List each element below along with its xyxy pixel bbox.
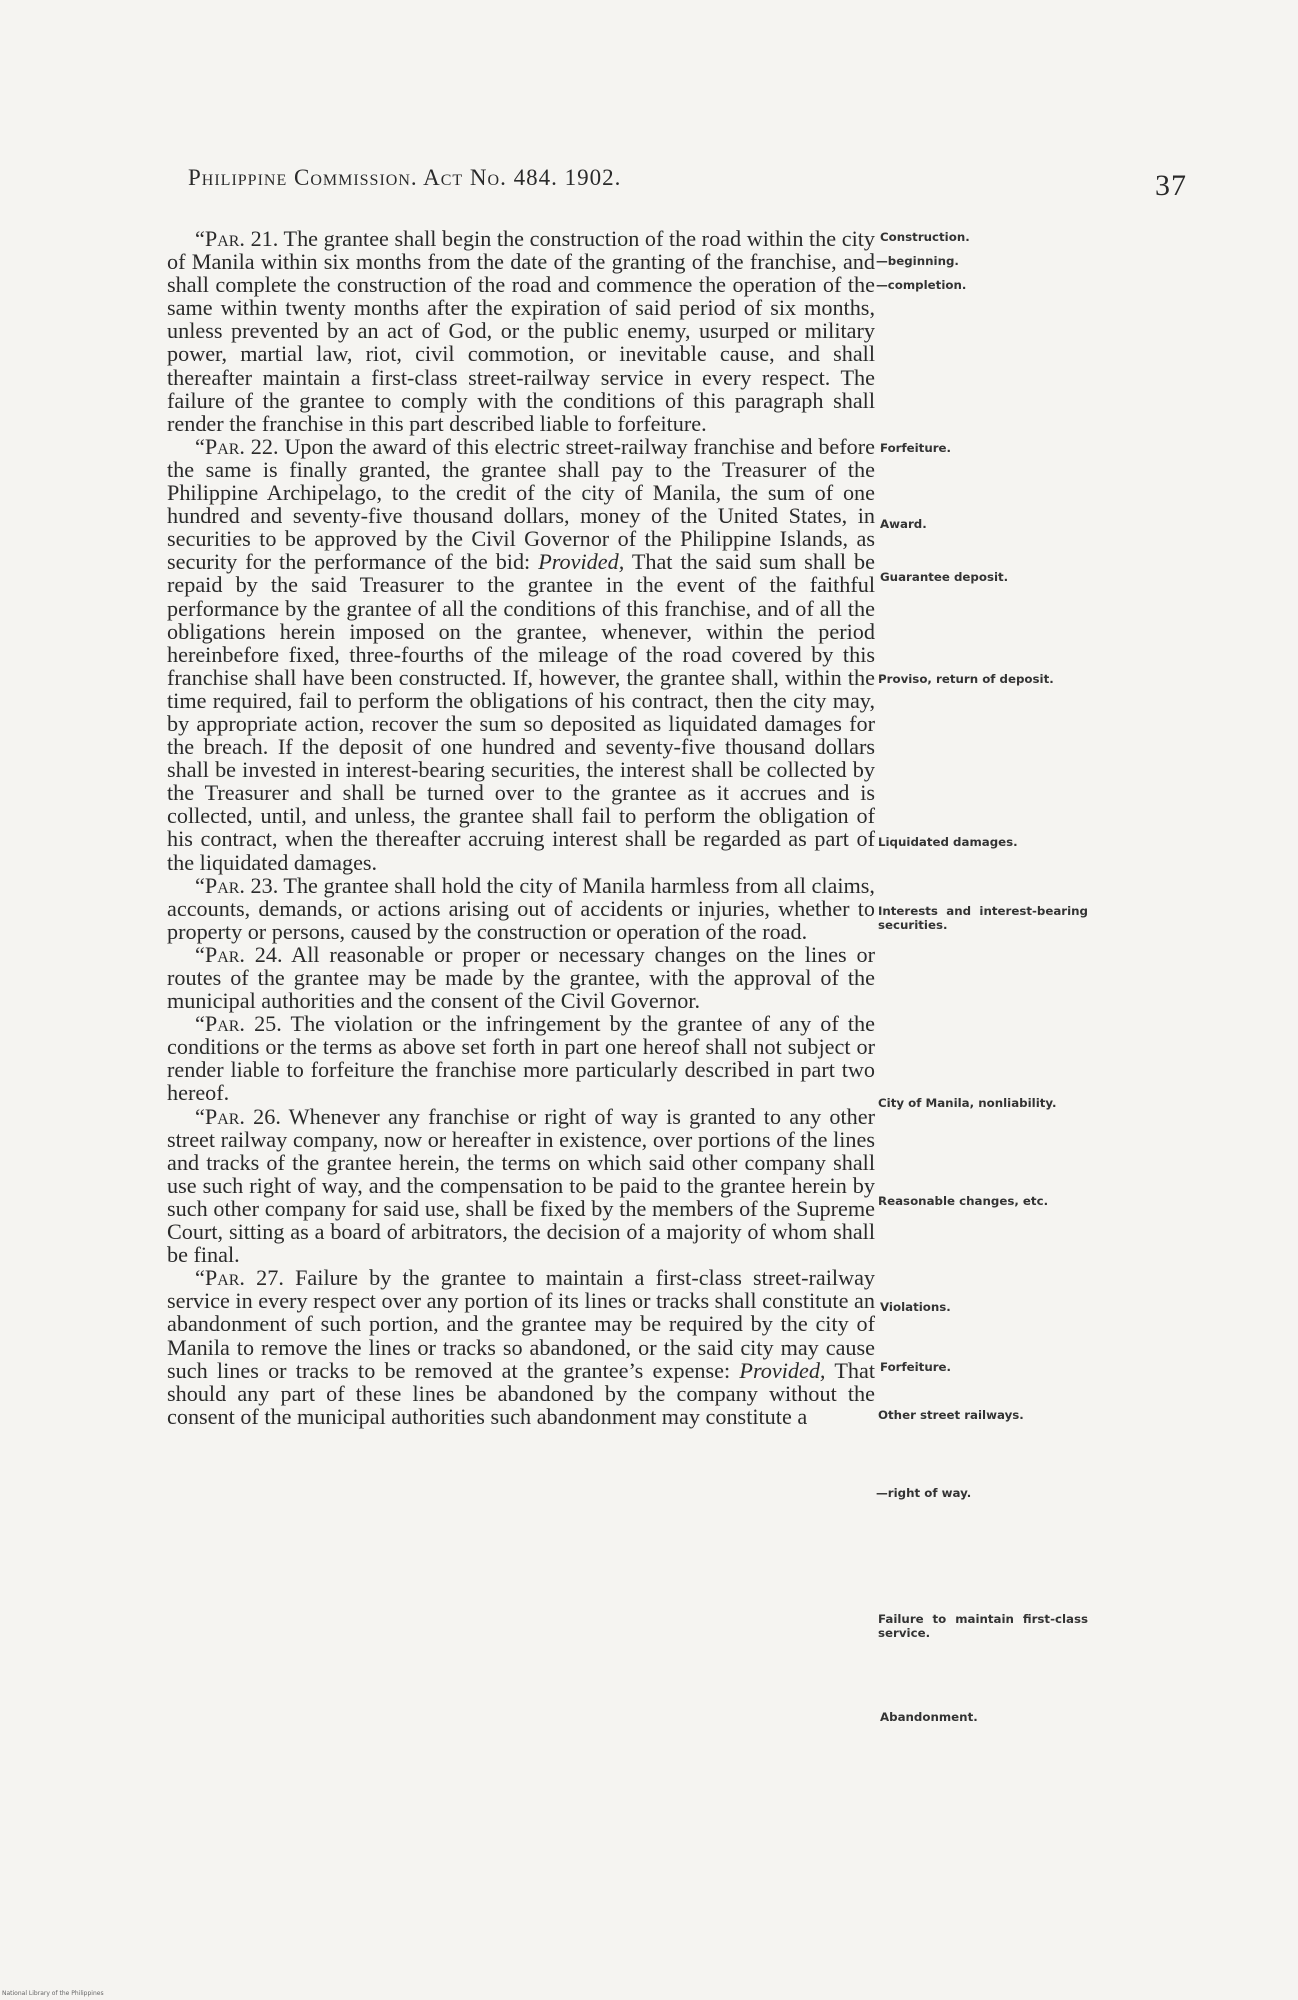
margin-note: City of Manila, nonliability. — [878, 1096, 1057, 1110]
margin-note: Failure to maintain first-class service. — [878, 1612, 1088, 1640]
paragraph-number: “Par. 24. — [195, 941, 283, 967]
paragraph-number: “Par. 26. — [195, 1103, 281, 1129]
margin-note: Abandonment. — [880, 1710, 978, 1724]
margin-note: Proviso, return of deposit. — [878, 672, 1054, 686]
margin-note: —completion. — [876, 278, 967, 292]
paragraph-24 — [167, 943, 875, 1012]
paragraph-text: Whenever any franchise or right of way is granted to any other street railway company, now or hereafter in existence, over portions of the lines and tracks of the grantee herein, the terms on which said other company shall use such right of way, and the compensation to be paid to the grantee herein by such other company for said use, shall be fixed by the members of the Supreme Court, sitting as a board of arbitrators, the decision of a majority of whom shall be final. — [167, 1103, 875, 1268]
paragraph-22 — [167, 435, 875, 874]
margin-note: Liquidated damages. — [878, 835, 1018, 849]
paragraph-26 — [167, 1105, 875, 1267]
paragraph-number: “Par. 23. — [195, 872, 279, 898]
margin-note: Violations. — [880, 1300, 951, 1314]
margin-note: —right of way. — [876, 1486, 972, 1500]
paragraph-text: The violation or the infringement by the grantee of any of the conditions or the terms as above set forth in part one hereof shall not subject or render liable to forfeiture the franchise more particularly described in part two hereof. — [167, 1011, 875, 1106]
margin-note: —beginning. — [876, 254, 959, 268]
main-text — [167, 227, 875, 1428]
paragraph-number: “Par. 27. — [195, 1265, 284, 1291]
scan-footer: National Library of the Philippines — [2, 1990, 104, 1997]
paragraph-number: “Par. 22. — [195, 433, 279, 459]
provided-italic: Provided, — [538, 549, 625, 575]
page-number: 37 — [1155, 169, 1187, 202]
margin-note: Guarantee deposit. — [880, 570, 1009, 584]
paragraph-text: The grantee shall begin the construction of the road within the city of Manila within six months from the date of the granting of the franchise, and shall complete the construction of the road and commence the operation of the same within twenty months after the expiration of said period of six months, unless prevented by an act of God, or the public enemy, usurped or military power, martial law, riot, civil commotion, or inevitable cause, and shall thereafter maintain a first-class street-railway service in every respect. The failure of the grantee to comply with the conditions of this paragraph shall render the franchise in this part described liable to forfeiture. — [167, 226, 875, 436]
paragraph-text: Upon the award of this electric street-railway franchise and before the same is finally granted, the grantee shall pay to the Treasurer of the Philippine Archipelago, to the credit of the city of Manila, the sum of one hundred and seventy-five thousand dollars, money of the United States, in securities to be approved by the Civil Governor of the Philippine Islands, as security for the performance of the bid: Provided, That the said sum shall be repaid by the said Treasurer to the grantee in the event of the faithful performance by the grantee of all the conditions of this franchise, and of all the obligations herein imposed on the grantee, whenever, within the period hereinbefore fixed, three-fourths of the mileage of the road covered by this franchise shall have been constructed. If, however, the grantee shall, within the time required, fail to perform the obligations of his contract, then the city may, by appropriate action, recover the sum so deposited as liquidated damages for the breach. If the deposit of one hundred and seventy-five thousand dollars shall be invested in interest-bearing securities, the interest shall be collected by the Treasurer and shall be turned over to the grantee as it accrues and is collected, until, and unless, the grantee shall fail to perform the obligation of his contract, when the thereafter accruing interest shall be regarded as part of the liquidated damages. — [167, 433, 875, 875]
margin-note: Forfeiture. — [880, 441, 952, 455]
paragraph-21 — [167, 227, 875, 435]
running-title: Philippine Commission. Act No. 484. 1902. — [188, 165, 622, 190]
paragraph-number: “Par. 25. — [195, 1011, 282, 1037]
margin-note: Reasonable changes, etc. — [878, 1194, 1049, 1208]
paragraph-25 — [167, 1012, 875, 1104]
margin-note: Interests and interest-bearing securities. — [878, 904, 1088, 932]
paragraph-text: The grantee shall hold the city of Manila harmless from all claims, accounts, demands, or actions arising out of accidents or injuries, whether to property or persons, caused by the construction or operation of the road. — [167, 872, 875, 944]
margin-note: Award. — [880, 517, 927, 531]
paragraph-27 — [167, 1266, 875, 1428]
margin-note: Construction. — [880, 230, 970, 244]
paragraph-number: “Par. 21. — [195, 226, 279, 251]
paragraph-23 — [167, 874, 875, 943]
margin-note: Forfeiture. — [880, 1360, 952, 1374]
provided-italic: Provided, — [739, 1357, 826, 1383]
paragraph-text: All reasonable or proper or necessary changes on the lines or routes of the grantee may be made by the grantee, with the approval of the municipal authorities and the consent of the Civil Governor. — [167, 941, 876, 1014]
paragraph-text: Failure by the grantee to maintain a first-class street-railway service in every respect over any portion of its lines or tracks shall constitute an abandonment of such portion, and the grantee may be required by the city of Manila to remove the lines or tracks so abandoned, or the said city may cause such lines or tracks to be removed at the grantee’s expense: Provided, That should any part of these lines be abandoned by the company without the consent of the municipal authorities such abandonment may constitute a — [167, 1265, 876, 1429]
margin-note: Other street railways. — [878, 1408, 1024, 1422]
